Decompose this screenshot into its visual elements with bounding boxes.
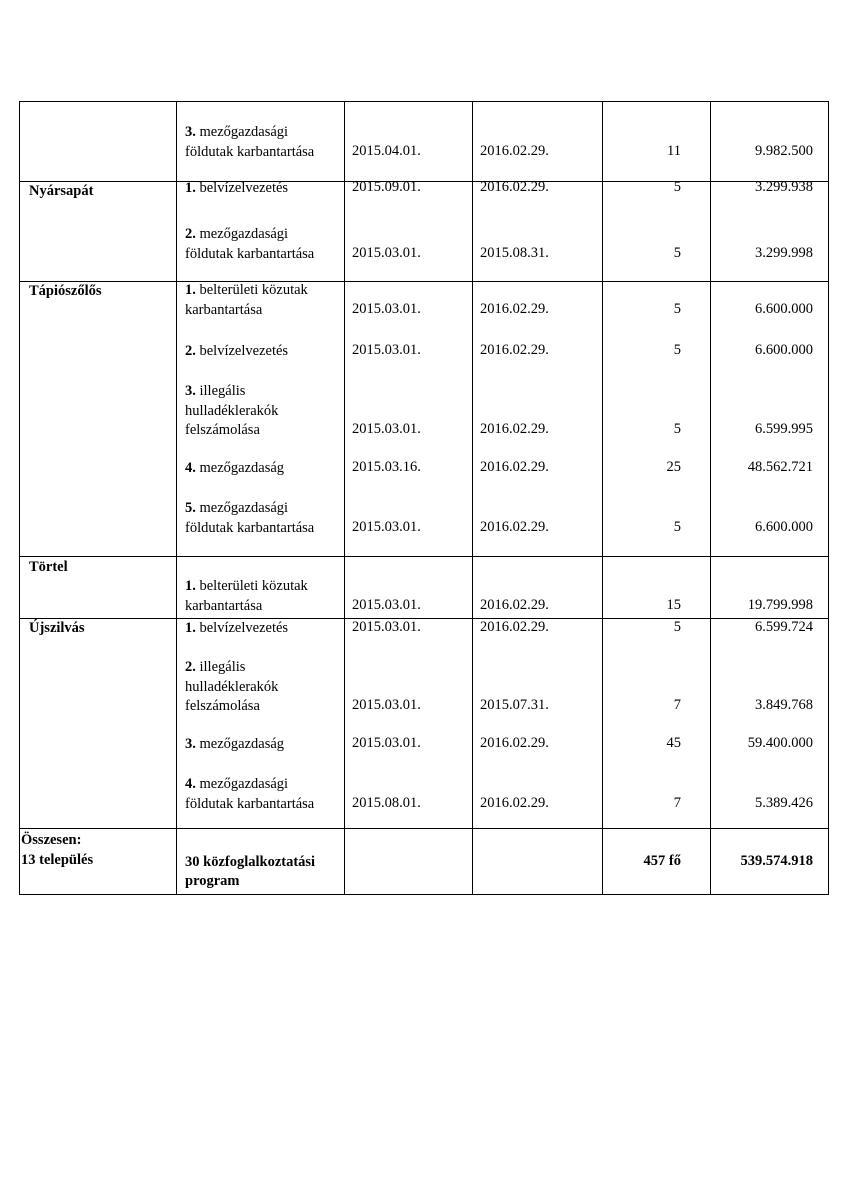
end-date: 2016.02.29. (480, 179, 549, 195)
headcount: 25 (666, 459, 681, 475)
total-amount: 539.574.918 (740, 853, 813, 869)
headcount: 45 (666, 735, 681, 751)
column-border (472, 101, 473, 894)
program-number: 1. (185, 620, 196, 636)
start-date: 2015.03.01. (352, 697, 421, 713)
settlement-name: Újszilvás (29, 620, 85, 636)
settlement-name: Nyársapát (29, 183, 94, 199)
total-label: Összesen: (21, 832, 82, 848)
row-border (19, 181, 829, 182)
end-date: 2016.02.29. (480, 342, 549, 358)
headcount: 15 (666, 596, 681, 613)
program-description (185, 775, 314, 814)
headcount: 5 (673, 421, 681, 437)
program-description-line: mezőgazdasági (199, 226, 289, 242)
program-description-line: illegális (199, 383, 246, 399)
column-border (176, 101, 177, 894)
amount: 6.600.000 (755, 342, 813, 358)
amount: 19.799.998 (747, 596, 813, 613)
start-date: 2015.03.01. (352, 244, 421, 261)
program-description (185, 123, 314, 162)
amount: 5.389.426 (755, 794, 813, 811)
amount: 6.600.000 (755, 300, 813, 317)
column-border (344, 101, 345, 894)
end-date: 2015.07.31. (480, 697, 549, 713)
amount: 3.299.938 (755, 179, 813, 195)
program-description-line: mezőgazdasági (199, 124, 289, 140)
amount: 6.599.724 (755, 619, 813, 635)
start-date: 2015.09.01. (352, 179, 421, 195)
row-border (19, 618, 829, 619)
program-description (185, 342, 288, 362)
program-description-line: belvízelvezetés (199, 180, 289, 196)
program-description-line: földutak karbantartása (185, 245, 315, 262)
program-description-line: belterületi közutak (199, 282, 308, 298)
start-date: 2015.03.01. (352, 300, 421, 317)
total-programs: 30 közfoglalkoztatási (185, 854, 316, 870)
program-description (185, 499, 314, 538)
program-description-line: belterületi közutak (199, 578, 308, 594)
program-number: 1. (185, 180, 196, 196)
data-table (19, 101, 829, 894)
program-description (185, 382, 278, 441)
headcount: 7 (673, 697, 681, 713)
program-number: 1. (185, 578, 196, 594)
amount: 6.600.000 (755, 518, 813, 535)
row-border (19, 556, 829, 557)
program-number: 3. (185, 736, 196, 752)
program-description (185, 735, 284, 755)
column-border (19, 101, 20, 894)
end-date: 2016.02.29. (480, 596, 549, 613)
end-date: 2016.02.29. (480, 735, 549, 751)
row-border (19, 101, 829, 102)
start-date: 2015.08.01. (352, 794, 421, 811)
start-date: 2015.03.01. (352, 421, 421, 437)
program-description-line: hulladéklerakók (185, 678, 279, 695)
start-date: 2015.03.01. (352, 619, 421, 635)
program-description (185, 619, 288, 639)
start-date: 2015.04.01. (352, 142, 421, 159)
program-number: 5. (185, 500, 196, 516)
row-border (19, 828, 829, 829)
headcount: 5 (673, 518, 681, 535)
program-description-line: mezőgazdaság (199, 736, 285, 752)
end-date: 2016.02.29. (480, 421, 549, 437)
program-description-line: belvízelvezetés (199, 620, 289, 636)
end-date: 2016.02.29. (480, 518, 549, 535)
amount: 3.299.998 (755, 244, 813, 261)
headcount: 7 (673, 794, 681, 811)
program-number: 2. (185, 659, 196, 675)
start-date: 2015.03.01. (352, 735, 421, 751)
amount: 6.599.995 (755, 421, 813, 437)
end-date: 2015.08.31. (480, 244, 549, 261)
start-date: 2015.03.01. (352, 518, 421, 535)
headcount: 11 (667, 142, 681, 159)
headcount: 5 (673, 342, 681, 358)
program-number: 4. (185, 460, 196, 476)
column-border (602, 101, 603, 894)
program-number: 4. (185, 776, 196, 792)
program-description (185, 459, 284, 479)
start-date: 2015.03.01. (352, 342, 421, 358)
headcount: 5 (673, 300, 681, 317)
program-description (185, 281, 308, 320)
amount: 48.562.721 (747, 459, 813, 475)
end-date: 2016.02.29. (480, 459, 549, 475)
total-headcount: 457 fő (643, 853, 681, 869)
program-description (185, 179, 288, 199)
program-description (185, 577, 308, 616)
start-date: 2015.03.16. (352, 459, 421, 475)
program-number: 3. (185, 383, 196, 399)
total-programs-unit: program (185, 873, 240, 889)
program-description-line: mezőgazdasági (199, 776, 289, 792)
program-number: 3. (185, 124, 196, 140)
program-number: 2. (185, 226, 196, 242)
program-description-line: földutak karbantartása (185, 519, 315, 536)
program-number: 2. (185, 343, 196, 359)
headcount: 5 (673, 244, 681, 261)
program-description-line: belvízelvezetés (199, 343, 289, 359)
total-settlements: 13 település (21, 852, 94, 868)
program-description-line: felszámolása (185, 698, 260, 714)
headcount: 5 (673, 619, 681, 635)
program-number: 1. (185, 282, 196, 298)
program-description-line: földutak karbantartása (185, 795, 315, 812)
program-description-line: karbantartása (185, 597, 263, 614)
end-date: 2016.02.29. (480, 619, 549, 635)
amount: 3.849.768 (755, 697, 813, 713)
start-date: 2015.03.01. (352, 596, 421, 613)
program-description-line: felszámolása (185, 422, 260, 438)
program-description-line: földutak karbantartása (185, 143, 315, 160)
settlement-name: Tápiószőlős (29, 283, 102, 299)
row-border (19, 894, 829, 895)
program-description (185, 658, 278, 717)
program-description (185, 225, 314, 264)
end-date: 2016.02.29. (480, 142, 549, 159)
settlement-name: Törtel (29, 559, 68, 575)
headcount: 5 (673, 179, 681, 195)
column-border (828, 101, 829, 894)
program-description-line: hulladéklerakók (185, 402, 279, 419)
end-date: 2016.02.29. (480, 794, 549, 811)
amount: 9.982.500 (755, 142, 813, 159)
end-date: 2016.02.29. (480, 300, 549, 317)
amount: 59.400.000 (747, 735, 813, 751)
program-description-line: karbantartása (185, 301, 263, 318)
row-border (19, 281, 829, 282)
column-border (710, 101, 711, 894)
program-description-line: illegális (199, 659, 246, 675)
program-description-line: mezőgazdaság (199, 460, 285, 476)
program-description-line: mezőgazdasági (199, 500, 289, 516)
